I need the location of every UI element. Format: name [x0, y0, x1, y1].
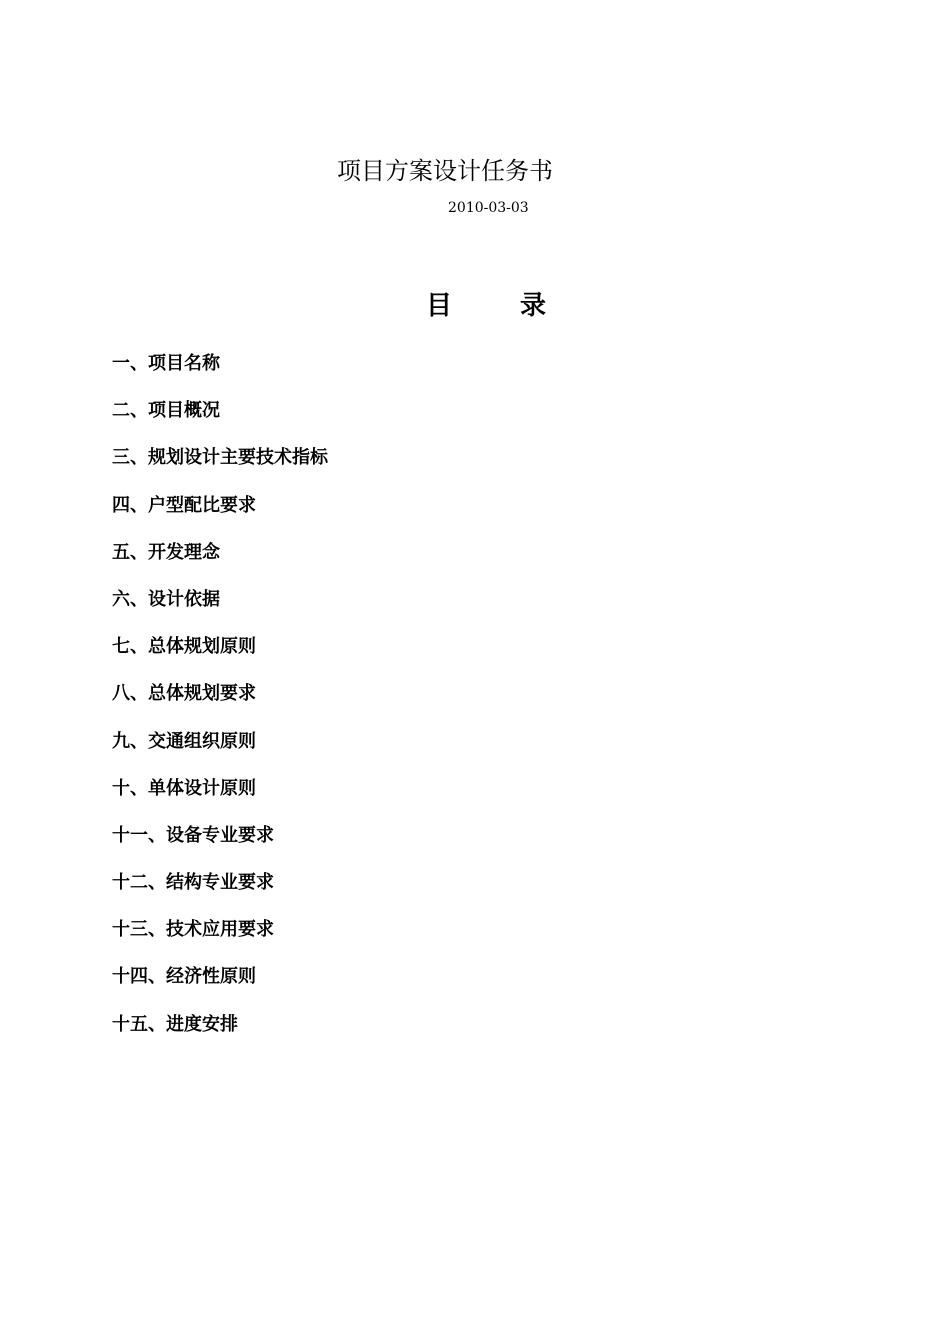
toc-item: 六、设计依据 — [112, 588, 220, 610]
toc-item: 十五、进度安排 — [112, 1013, 238, 1035]
toc-item: 八、总体规划要求 — [112, 683, 256, 705]
toc-heading: 目录 — [426, 291, 615, 321]
toc-item: 四、户型配比要求 — [112, 494, 256, 516]
toc-item: 一、项目名称 — [112, 353, 220, 374]
toc-list — [112, 348, 328, 1056]
toc-item: 五、开发理念 — [112, 541, 220, 563]
toc-item: 二、项目概况 — [112, 400, 220, 422]
document-title: 项目方案设计任务书 — [337, 157, 553, 185]
document-date: 2010-03-03 — [448, 200, 529, 216]
toc-item: 三、规划设计主要技术指标 — [112, 447, 328, 469]
toc-item: 十二、结构专业要求 — [112, 872, 274, 894]
toc-item: 十一、设备专业要求 — [112, 824, 274, 846]
toc-item: 十三、技术应用要求 — [112, 919, 274, 941]
toc-item: 九、交通组织原则 — [112, 730, 256, 752]
toc-item: 七、总体规划原则 — [112, 636, 256, 658]
toc-item: 十四、经济性原则 — [112, 966, 256, 988]
toc-item: 十、单体设计原则 — [112, 777, 256, 799]
